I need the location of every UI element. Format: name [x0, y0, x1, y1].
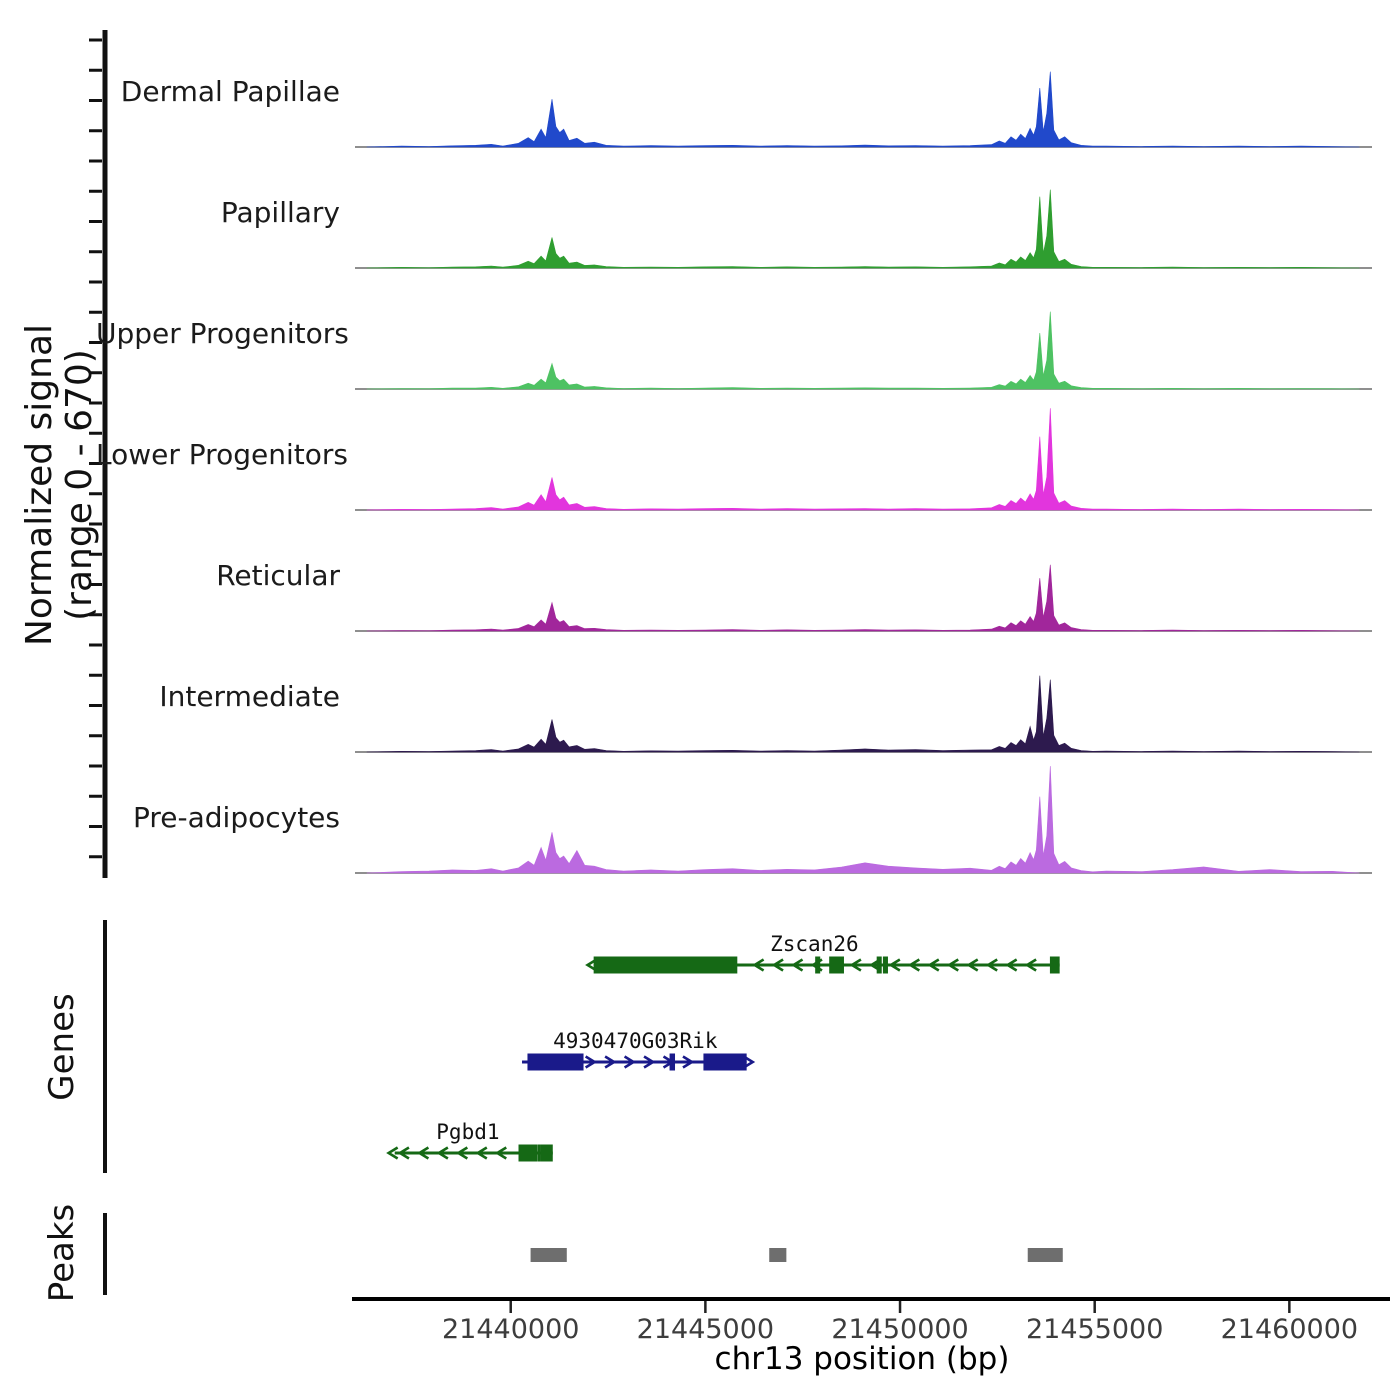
x-tick-label: 21440000: [442, 1314, 580, 1345]
signal-area-lower-progenitors: [367, 408, 1360, 510]
peak-interval: [769, 1248, 786, 1262]
x-tick-label: 21455000: [1025, 1314, 1164, 1345]
genes-section-label: Genes: [42, 993, 82, 1101]
track-label-pre-adipocytes: Pre-adipocytes: [133, 801, 340, 834]
track-label-upper-progenitors: Upper Progenitors: [96, 317, 349, 350]
track-label-lower-progenitors: Lower Progenitors: [96, 438, 348, 471]
signal-area-upper-progenitors: [367, 312, 1360, 389]
signal-area-intermediate: [367, 676, 1360, 752]
gene-exon-thin-zscan26: [883, 957, 888, 974]
gene-label-zscan26: Zscan26: [770, 932, 859, 956]
track-label-reticular: Reticular: [216, 559, 340, 592]
x-tick-label: 21460000: [1220, 1314, 1359, 1345]
gene-exon-thin-zscan26: [877, 957, 882, 974]
gene-exon-thick-pgbd1: [519, 1145, 538, 1162]
gene-exon-thick-zscan26: [1050, 957, 1060, 974]
signal-area-pre-adipocytes: [367, 766, 1360, 873]
peaks-section-label: Peaks: [42, 1203, 82, 1303]
gene-exon-thick-zscan26: [594, 957, 738, 974]
gene-exon-thick-pgbd1: [541, 1145, 553, 1162]
gene-exon-thick-4930470g03rik: [527, 1054, 583, 1071]
y-axis-label: [20, 324, 100, 646]
signal-area-papillary: [367, 190, 1360, 268]
gene-exon-thick-4930470g03rik: [703, 1054, 746, 1071]
gene-exon-thin-zscan26: [815, 957, 820, 974]
peak-interval: [1028, 1248, 1063, 1262]
track-label-dermal-papillae: Dermal Papillae: [120, 75, 340, 108]
x-tick-label: 21445000: [636, 1314, 775, 1345]
track-label-intermediate: Intermediate: [159, 680, 340, 713]
gene-exon-thick-zscan26: [829, 957, 844, 974]
signal-area-dermal-papillae: [367, 72, 1360, 147]
gene-exon-thin-pgbd1: [538, 1145, 541, 1162]
y-axis-label-line2: (range 0 - 670): [59, 349, 100, 621]
gene-label-pgbd1: Pgbd1: [436, 1120, 500, 1144]
gene-label-4930470g03rik: 4930470G03Rik: [553, 1029, 718, 1053]
y-axis-label-line1: Normalized signal: [19, 323, 60, 647]
gene-exon-thin-4930470g03rik: [670, 1054, 675, 1071]
track-label-papillary: Papillary: [220, 196, 340, 229]
x-tick-label: 21450000: [831, 1314, 969, 1345]
peak-interval: [531, 1248, 567, 1262]
x-axis-title: chr13 position (bp): [714, 1341, 1010, 1377]
signal-area-reticular: [367, 565, 1360, 631]
